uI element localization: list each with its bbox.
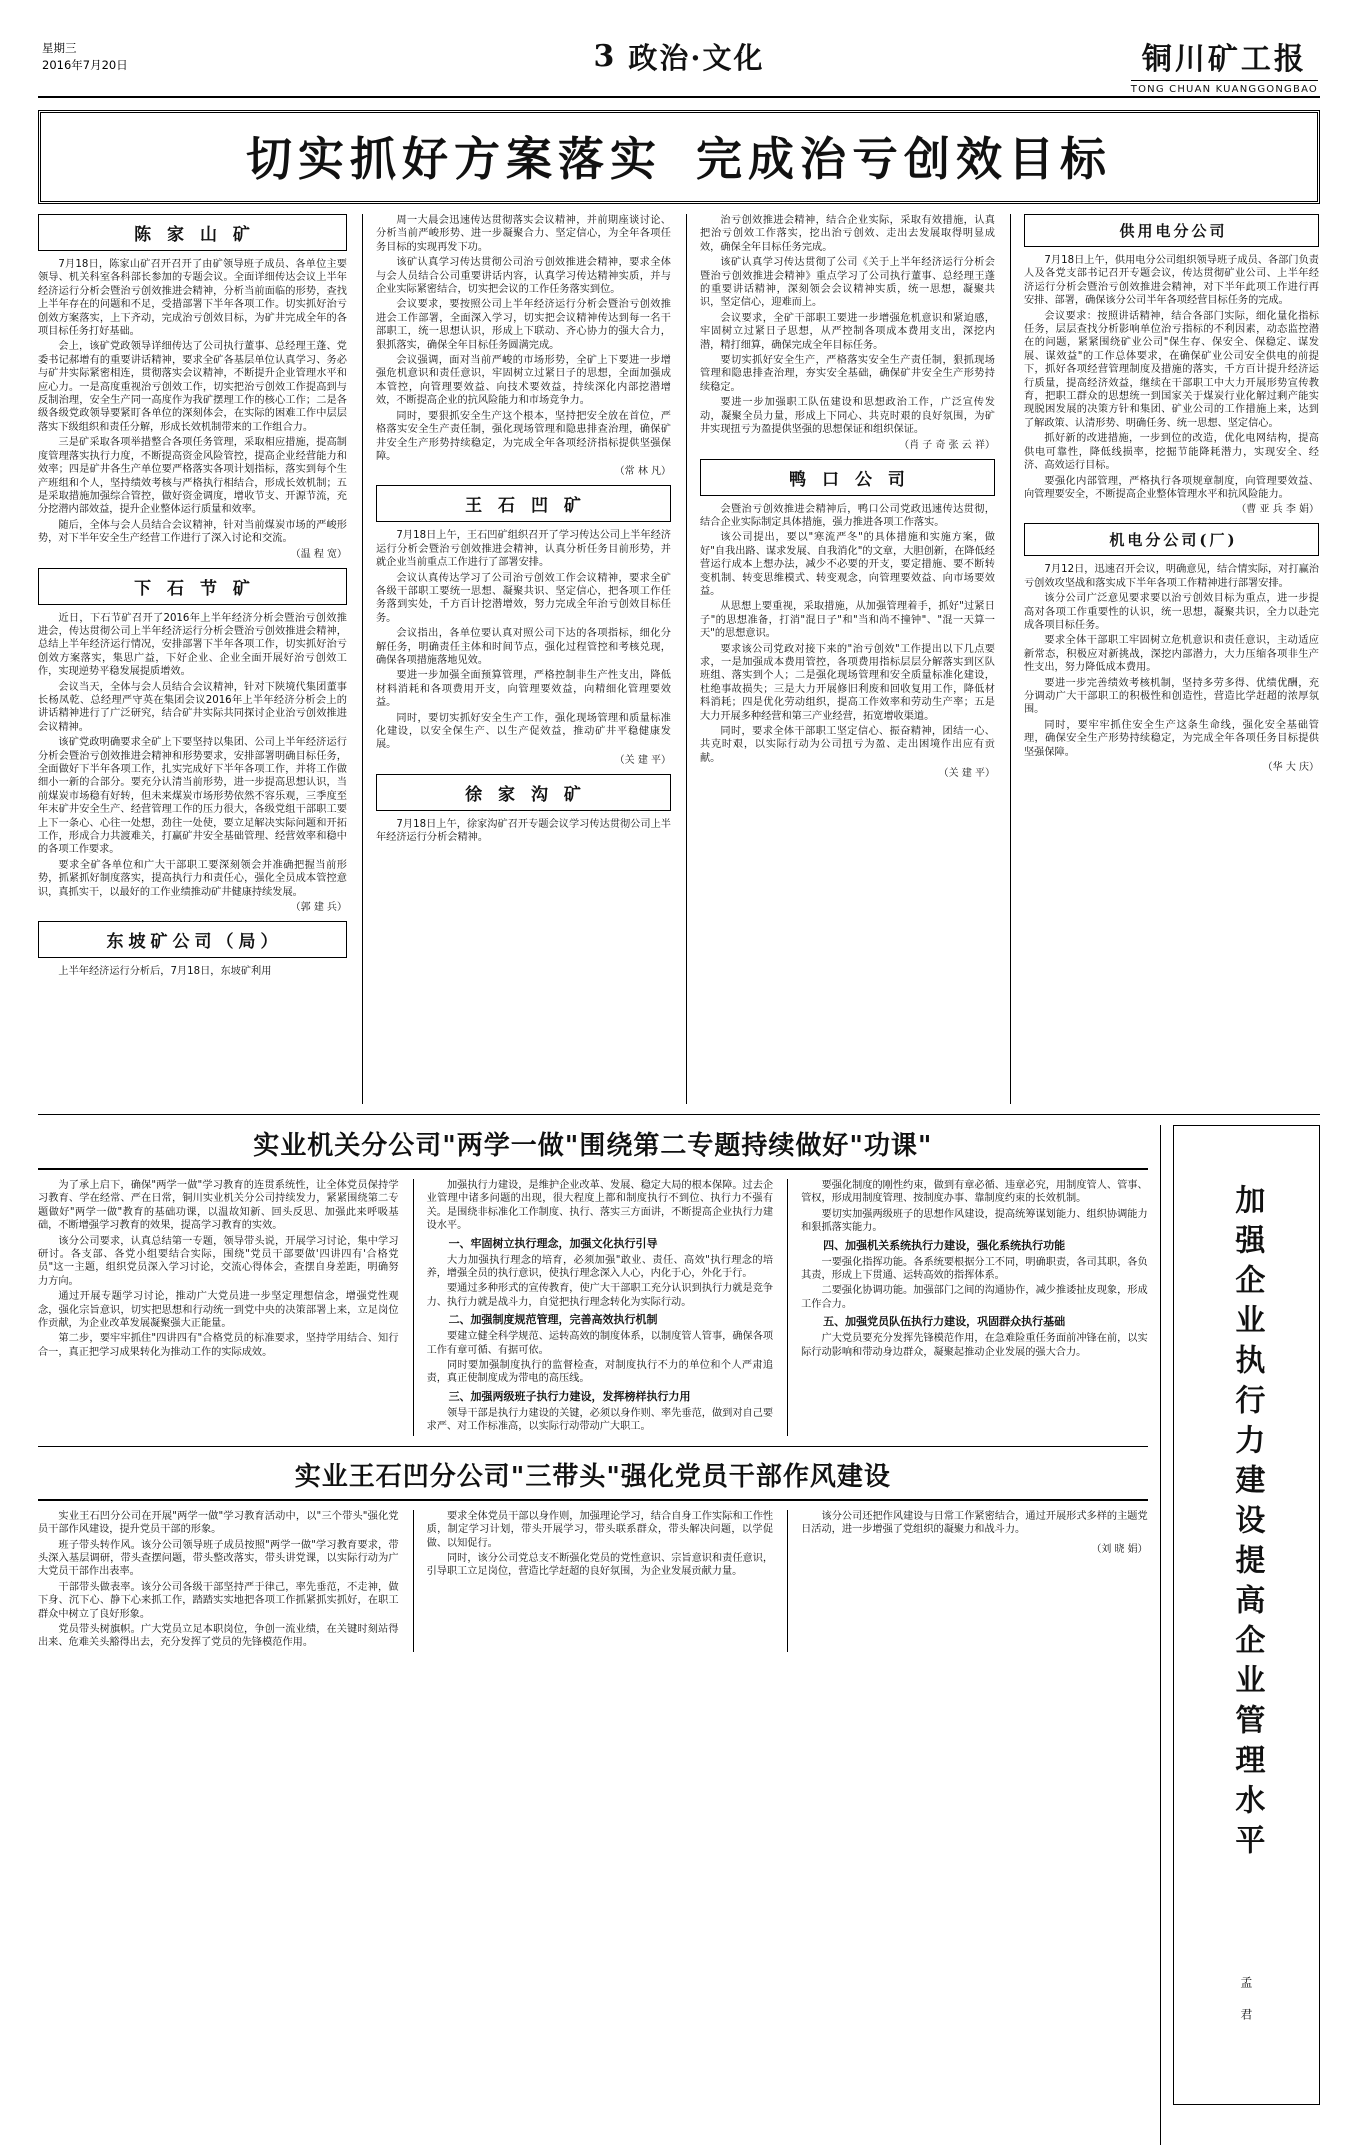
paragraph: 要切实加强两级班子的思想作风建设，提高统筹谋划能力、组织协调能力和狠抓落实能力。: [801, 1208, 1148, 1234]
article-title-chenjiashan: 陈 家 山 矿: [38, 214, 347, 251]
paragraph: 干部带头做表率。该分公司各级干部坚持严于律己，率先垂范，不走神，做下身、沉下心、静下心来抓工作，踏踏实实地把各项工作抓紧抓实抓好，在职工群众中树立了良好形象。: [38, 1581, 399, 1620]
paragraph: 要求全矿各单位和广大干部职工要深刻领会并准确把握当前形势，抓紧抓好制度落实，提高执行力和责任心，强化全员成本管控意识，真抓实干，以最好的工作业绩推动矿井健康持续发展。: [38, 859, 347, 898]
paragraph: 会议当天，全体与会人员结合会议精神，针对下陕境代集团董事长杨凤乾、总经理严守英在集团会议2016年上半年经济分析会上的讲话精神进行了广泛研究，结合矿井实际共同探讨企业治亏创效推进会议精神。: [38, 681, 347, 733]
paragraph: 抓好新的改进措施，一步到位的改造，优化电网结构，提高供电可靠性，降低线损率，挖掘节能降耗潜力，实现安全、经济、高效运行目标。: [1024, 433, 1319, 472]
section-heading: 五、加强党员队伍执行力建设，巩固群众执行基础: [823, 1315, 1066, 1329]
paragraph: 实业王石凹分公司在开展"两学一做"学习教育活动中，以"三个带头"强化党员干部作风建设，提升党员干部的形象。: [38, 1510, 399, 1536]
paragraph: 要进一步加强职工队伍建设和思想政治工作，广泛宣传发动，凝聚全员力量，形成上下同心、共克时艰的良好氛围，为矿井实现扭亏为盈提供坚强的思想保证和组织保证。: [700, 397, 995, 436]
paragraph: 该分公司要求，认真总结第一专题，领导带头说，开展学习讨论，集中学习研讨。各支部、各党小组要结合实际，围绕"党员干部要做'四讲四有'合格党员"这一主题，组织党员深入学习讨论，交流心得体会，查摆自身差距，明确努力方向。: [38, 1235, 399, 1287]
article-byline: （刘 晓 娟）: [1091, 1543, 1148, 1555]
feature-1-columns: [38, 1179, 1148, 1436]
article-byline: （常 林 凡）: [614, 466, 671, 478]
section-heading: 二、加强制度规范管理，完善高效执行机制: [448, 1313, 658, 1327]
article-title-xiashijie: 下 石 节 矿: [38, 568, 347, 605]
feature-2-column-1: [38, 1510, 399, 1652]
paragraph: 通过开展专题学习讨论，推动广大党员进一步坚定理想信念，增强党性观念，强化宗旨意识，切实把思想和行动统一到党中央的决策部署上来，立足岗位作贡献，为企业改革发展凝聚强大正能量。: [38, 1291, 399, 1330]
paragraph: 为了承上启下，确保"两学一做"学习教育的连贯系统性，让全体党员保持学习教育、学在经常、严在日常，铜川实业机关分公司持续发力，紧紧围绕第二专题做好"两学一做"教育的基础功课，以温故知新、回头反思、加强此来呼吸基础，不断增强学习教育的效果，提高学习教育的实效。: [38, 1180, 399, 1232]
paragraph: 随后，全体与会人员结合会议精神，针对当前煤炭市场的严峻形势，对下半年安全生产经营工作进行了深入讨论和交流。: [38, 519, 347, 545]
masthead-nameplate: [1131, 34, 1318, 95]
vertical-headline-author: 孟 君: [1238, 1976, 1253, 2023]
main-headline: [41, 123, 1317, 189]
paragraph: 治亏创效推进会精神，结合企业实际，采取有效措施，认真把治亏创效工作落实，挖出治亏创效、走出去发展取得明显成效，确保全年目标任务完成。: [700, 215, 995, 253]
article-byline: （温 程 宽）: [290, 548, 347, 560]
article-title-dongpo: 东坡矿公司（局）: [38, 921, 347, 958]
paragraph: 上半年经济运行分析后，7月18日，东坡矿利用: [58, 966, 272, 978]
paragraph: 同时，要牢牢抓住安全生产这条生命线，强化安全基础管理，确保安全生产形势持续稳定，为完成全年各项任务目标提供坚强保障。: [1024, 719, 1319, 758]
paragraph: 该分公司广泛意见要求要以治亏创效目标为重点，进一步提高对各项工作重要性的认识，统一思想，凝聚共识，全力以赴完成各项目标任务。: [1024, 593, 1319, 631]
paragraph: 大力加强执行理念的培育，必须加强"敢业、责任、高效"执行理念的培养，增强全员的执行意识，使执行理念深入人心，内化于心，外化于行。: [426, 1254, 774, 1280]
paragraph: 会议指出，各单位要认真对照公司下达的各项指标，细化分解任务，明确责任主体和时间节点，强化过程管控和考核兑现，确保各项措施落地见效。: [376, 628, 671, 666]
paragraph: 同时要加强制度执行的监督检查，对制度执行不力的单位和个人严肃追责，真正使制度成为带电的高压线。: [426, 1360, 774, 1385]
paragraph: 该矿认真学习传达贯彻公司治亏创效推进会精神，要求全体与会人员结合公司重要讲话内容，认真学习传达精神实质，并与企业实际紧密结合，切实把会议的工作任务落实到位。: [376, 257, 671, 296]
paragraph: 会上，该矿党政领导详细传达了公司执行董事、总经理王蓬、党委书记郝增有的重要讲话精神，要求全矿各基层单位认真学习、务必与矿井实际紧密相连，贯彻落实会议精神，不断提升企业管理水平和应心力。一是高度重视治亏创效工作，切实把治亏创效工作提高到与反制治理，安全生产同一高度作为我矿摆理工作的核心工作；二是各级各级党政领导要紧盯各单位的深刻体会，在实际的困难工作中层层落实下级组织和责任分解，形成长效机制带来的工作组合力。: [38, 341, 347, 433]
headline-part-1: 切实抓好方案落实: [246, 132, 662, 186]
feature-2-title: 实业王石凹分公司"三带头"强化党员干部作风建设: [38, 1456, 1148, 1501]
paragraph: 从思想上要重视，采取措施，从加强管理着手，抓好"过紧日子"的思想准备，打消"混日子"和"当和尚不撞钟"、"混一天算一天"的思想意识。: [700, 601, 995, 640]
article-byline: （关 建 平）: [614, 754, 671, 766]
feature-article-2: [38, 1456, 1148, 1652]
paragraph: 近日，下石节矿召开了2016年上半年经济分析会暨治亏创效推进会，传达贯彻公司上半年经济运行分析会暨治亏创效推进会精神，总结上半年经济运行情况，安排部署下半年各项工作，切实抓好治亏创效方案落实，集思广益，下好企业、企业全面开展好治亏创效工作，实现逆势平稳发展提质增效。: [38, 612, 347, 678]
article-title-wangshiwa: 王 石 凹 矿: [376, 485, 671, 522]
paragraph: 加强执行力建设，是维护企业改革、发展、稳定大局的根本保障。过去企业管理中诸多问题的出现，很大程度上都和制度执行不到位、执行力不强有关。是围绕非标准化工作制度、执行、落实三方面讲，不断提高企业执行力建设水平。: [426, 1180, 774, 1232]
article-title-gongyongdian: 供用电分公司: [1024, 214, 1319, 247]
feature-articles: [38, 1125, 1148, 2145]
paper-name: 铜川矿工报: [1131, 34, 1318, 81]
headline-part-2: 完成治亏创效目标: [696, 132, 1112, 186]
paragraph: 7月18日上午，王石凹矿组织召开了学习传达公司上半年经济运行分析会暨治亏创效推进会精神，认真分析任务目前形势，并就企业当前重点工作进行了部署安排。: [376, 530, 671, 569]
masthead-date: [42, 40, 128, 74]
paragraph: 要建立健全科学规范、运转高效的制度体系，以制度管人管事，确保各项工作有章可循、有据可依。: [426, 1331, 774, 1356]
feature-2-column-3: [787, 1510, 1148, 1652]
lower-feature-section: [38, 1114, 1320, 2145]
section-heading: 三、加强两级班子执行力建设，发挥榜样执行力用: [448, 1389, 691, 1403]
paragraph: 同时，要求全体干部职工坚定信心、振奋精神，团结一心、共克时艰，以实际行动为公司扭亏为盈、走出困境作出应有贡献。: [700, 726, 995, 764]
paragraph: 同时，该分公司党总支不断强化党员的党性意识、宗旨意识和责任意识，引导职工立足岗位，营造比学赶超的良好氛围，为企业发展贡献力量。: [426, 1552, 774, 1578]
article-byline: （肖 子 奇 张 云 祥）: [899, 439, 995, 451]
paragraph: 该矿党政明确要求全矿上下要坚持以集团、公司上半年经济运行分析会暨治亏创效推进会精神和形势要求，安排部署明确目标任务，全面做好下半年各项工作，扎实完成好下半年各项工作，并将工作做细小一新的合部分。要充分认清当前形势，进一步提高思想认识，当前煤炭市场稳有好转，但未来煤炭市场形势依然不容乐观，三季度至年末矿井安全生产、经营管理工作的压力很大，各级党组干部职工要上下一条心、心往一处想，劲往一处使，要立足解决实际问题和开拓工作，形成合力共渡难关，打赢矿井安全基础管理、经营效率和稳中的各项工作要求。: [38, 737, 347, 856]
vertical-headline: 加强企业执行力建设提高企业管理水平: [1229, 1184, 1265, 1864]
paragraph: 该矿认真学习传达贯彻了公司《关于上半年经济运行分析会暨治亏创效推进会精神》重点学习了公司执行董事、总经理王蓬的重要讲话精神，深刻领会会议精神实质，统一思想，凝聚共识，坚定信心，迎难而上。: [700, 257, 995, 309]
paragraph: 三是矿采取各项举措整合各项任务管理，采取相应措施，提高制度管理落实执行力度，不断提高资金风险管控，提高企业经营能力和效率；四是矿井各生产单位要严格落实各项计划指标，落实到每个生产班组和个人，坚持绩效考核与严格执行相结合，形成长效机制；五是采取措施加强综合管控，做好资金调度，增收节支、开源节流，充分挖潜内部效益，提升企业整体运行质量和效率。: [38, 437, 347, 516]
paragraph: 7月18日上午，徐家沟矿召开专题会议学习传达贯彻公司上半年经济运行分析会精神。: [376, 818, 671, 844]
feature-divider: [38, 1446, 1148, 1447]
paragraph: 该公司提出，要以"寒流严冬"的具体措施和实施方案，做好"自我出路、谋求发展、自我消化"的文章，大胆创新，在降低经营运行成本上想办法，减少不必要的开支，要定措施、要不断转变机制、转变思维模式、转变观念，向管理要效益、向市场要效益。: [700, 532, 995, 597]
paragraph: 会议要求：按照讲话精神，结合各部门实际，细化量化指标任务，层层查找分析影响单位治亏指标的不利因素，动态监控潜在的问题，紧紧围绕矿业公司"保生存、保安全、保稳定、谋发展、谋效益"的工作总体要求，在确保矿业公司安全供电的前提下，抓好各项经营管理制度及措施的落实，千方百计提升经济运行质量，提高经济效益，继续在干部职工中大力开展形势宣传教育，把职工群众的思想统一到国家关于煤炭行业化解过剩产能实现脱困发展的决策方针和集团、矿业公司的工作措施上来，达到了解政策、认清形势、明确任务、统一思想、坚定信心。: [1024, 310, 1319, 429]
feature-1-column-1: [38, 1179, 399, 1436]
vertical-title-box: [1173, 1125, 1320, 2105]
news-column-3: [686, 214, 996, 1104]
paragraph: 要强化制度的刚性约束，做到有章必循、违章必究，用制度管人、管事、管权，形成用制度管理、按制度办事、靠制度约束的长效机制。: [801, 1180, 1148, 1205]
paragraph: 7月12日，迅速召开会议，明确意见，结合情实际，对打赢治亏创效攻坚战和落实成下半年各项工作精神进行部署安排。: [1024, 564, 1319, 589]
masthead-weekday: 星期三: [42, 41, 77, 55]
paragraph: 要切实抓好安全生产，严格落实安全生产责任制，狠抓现场管理和隐患排查治理，夯实安全基础，确保矿井安全生产形势持续稳定。: [700, 355, 995, 393]
feature-2-columns: [38, 1510, 1148, 1652]
paragraph: 会议强调，面对当前严峻的市场形势，全矿上下要进一步增强危机意识和责任意识，牢固树立过紧日子的思想，全面加强成本管控，向管理要效益、向技术要效益，持续深化内部挖潜增效，不断提高企业的抗风险能力和市场竞争力。: [376, 355, 671, 407]
paragraph: 要求全体党员干部以身作则，加强理论学习，结合自身工作实际和工作性质，制定学习计划，带头开展学习，带头联系群众，带头解决问题，以学促做、以知促行。: [426, 1510, 774, 1549]
paragraph: 一要强化指挥功能。各系统要根据分工不同，明确职责，各司其职，各负其责，形成上下贯通、运转高效的指挥体系。: [801, 1256, 1148, 1282]
article-byline: （华 大 庆）: [1262, 762, 1319, 773]
masthead-center: [594, 36, 765, 77]
news-column-1: [38, 214, 348, 1104]
paragraph: 二要强化协调功能。加强部门之间的沟通协作，减少推诿扯皮现象，形成工作合力。: [801, 1285, 1148, 1310]
section-title: 政治·文化: [628, 41, 765, 75]
feature-1-column-3: [787, 1179, 1148, 1436]
paragraph: 同时，要狠抓安全生产这个根本，坚持把安全放在首位，严格落实安全生产责任制，强化现场管理和隐患排查治理，确保矿井安全生产形势持续稳定，为完成全年各项经济指标提供坚强保障。: [376, 410, 671, 462]
paragraph: 要求全体干部职工牢固树立危机意识和责任意识，主动适应新常态，积极应对新挑战，深挖内部潜力，大力压缩各项非生产性支出，努力降低成本费用。: [1024, 635, 1319, 674]
news-column-4: [1010, 214, 1320, 1104]
paragraph: 要强化内部管理，严格执行各项规章制度，向管理要效益、向管理要安全，不断提高企业整体管理水平和抗风险能力。: [1024, 475, 1319, 500]
paragraph: 周一大晨会迅速传达贯彻落实会议精神，并前期座谈讨论、分析当前严峻形势、进一步凝聚合力、坚定信心，为全年各项任务目标的实现再发下功。: [376, 215, 671, 253]
paragraph: 要进一步加强全面预算管理，严格控制非生产性支出，降低材料消耗和各项费用开支，向管理要效益，向精细化管理要效益。: [376, 670, 671, 709]
feature-1-title: 实业机关分公司"两学一做"围绕第二专题持续做好"功课": [38, 1125, 1148, 1170]
main-headline-box: [38, 110, 1320, 204]
article-byline: （郭 建 兵）: [290, 902, 347, 914]
paragraph: 领导干部是执行力建设的关键，必须以身作则、率先垂范，做到对自己要求严、对工作标准高，以实际行动带动广大职工。: [426, 1407, 774, 1433]
article-byline: （关 建 平）: [938, 768, 995, 780]
article-title-yakou: 鸭 口 公 司: [700, 459, 995, 496]
page-number: 3: [593, 38, 615, 74]
feature-1-column-2: [413, 1179, 774, 1436]
paragraph: 该分公司还把作风建设与日常工作紧密结合，通过开展形式多样的主题党日活动，进一步增强了党组织的凝聚力和战斗力。: [801, 1510, 1148, 1536]
paragraph: 要求该公司党政对接下来的"治亏创效"工作提出以下几点要求，一是加强成本费用管控，各项费用指标层层分解落实到区队班组、落实到个人；二是强化现场管理和安全质量标准化建设，杜绝事故损失；三是大力开展修旧利废和回收复用工作，降低材料消耗；四是优化劳动组织，提高工作效率和劳动生产率；五是大力开展多种经营和第三产业经营，拓宽增收渠道。: [700, 643, 995, 722]
article-title-jidian: 机电分公司(厂): [1024, 523, 1319, 556]
vertical-title-panel: [1160, 1125, 1320, 2145]
paragraph: 会议要求，要按照公司上半年经济运行分析会暨治亏创效推进会工作部署，全面深入学习，切实把会议精神传达到每一名干部职工，统一思想认识，形成上下联动、齐心协力的强大合力，狠抓落实，确保全年目标任务圆满完成。: [376, 299, 671, 351]
paragraph: 要进一步完善绩效考核机制，坚持多劳多得、优绩优酬，充分调动广大干部职工的积极性和创造性，营造比学赶超的浓厚氛围。: [1024, 677, 1319, 716]
article-title-xujiagou: 徐 家 沟 矿: [376, 774, 671, 811]
news-columns: [38, 214, 1320, 1104]
paragraph: 班子带头转作风。该分公司领导班子成员按照"两学一做"学习教育要求，带头深入基层调研，带头查摆问题，带头整改落实，带头讲党课，以实际行动为广大党员干部作出表率。: [38, 1539, 399, 1578]
paper-pinyin: TONG CHUAN KUANGGONGBAO: [1130, 84, 1318, 95]
paragraph: 会暨治亏创效推进会精神后，鸭口公司党政迅速传达贯彻，结合企业实际制定具体措施，强力推进各项工作落实。: [700, 503, 995, 528]
feature-article-1: [38, 1125, 1148, 1436]
paragraph: 广大党员要充分发挥先锋模范作用，在急难险重任务面前冲锋在前，以实际行动影响和带动身边群众，凝聚起推动企业发展的强大合力。: [801, 1333, 1148, 1358]
feature-2-column-2: [413, 1510, 774, 1652]
paragraph: 同时，要切实抓好安全生产工作，强化现场管理和质量标准化建设，以安全保生产、以生产促效益，推动矿井平稳健康发展。: [376, 712, 671, 751]
news-column-2: [362, 214, 672, 1104]
paragraph: 要通过多种形式的宣传教育，使广大干部职工充分认识到执行力就是竞争力、执行力就是战斗力，自觉把执行理念转化为实际行动。: [426, 1283, 774, 1308]
paragraph: 7月18日上午，供用电分公司组织领导班子成员、各部门负责人及各党支部书记召开专题会议，传达贯彻矿业公司、上半年经济运行分析会暨治亏创效推进会精神，对下半年此项工作进行再安排、部署，确保该分公司半年各项经营目标任务的完成。: [1024, 255, 1319, 307]
section-heading: 四、加强机关系统执行力建设，强化系统执行功能: [823, 1238, 1066, 1252]
paragraph: 会议认真传达学习了公司治亏创效工作会议精神，要求全矿各级干部职工要统一思想、凝聚共识、坚定信心，把各项工作任务落到实处，千方百计挖潜增效，努力完成全年治亏创效目标任务。: [376, 572, 671, 624]
paragraph: 7月18日，陈家山矿召开召开了由矿领导班子成员、各单位主要领导、机关科室各科部长参加的专题会议。全面详细传达会议上半年经济运行分析会暨治亏创效推进会精神，分析当前面临的形势，查找上半年存在的问题和不足，受措部署下半年各项工作。切实抓好治亏创效方案落实，上下齐动，完成治亏创效目标，为矿井完成全年的各项目标任务打好基础。: [38, 259, 347, 338]
paragraph: 会议要求，全矿干部职工要进一步增强危机意识和紧迫感，牢固树立过紧日子思想，从严控制各项成本费用支出，深挖内潜，精打细算，确保完成全年目标任务。: [700, 312, 995, 351]
section-heading: 一、牢固树立执行理念，加强文化执行引导: [448, 1236, 658, 1250]
masthead-date-value: 2016年7月20日: [42, 58, 128, 72]
article-byline: （曹 亚 兵 李 娟）: [1236, 504, 1319, 516]
paragraph: 党员带头树旗帜。广大党员立足本职岗位，争创一流业绩，在关键时刻站得出来、危难关头豁得出去，充分发挥了党员的先锋模范作用。: [38, 1623, 399, 1649]
masthead: [38, 34, 1320, 98]
paragraph: 第二步，要牢牢抓住"四讲四有"合格党员的标准要求，坚持学用结合、知行合一，真正把学习成果转化为推动工作的实际成效。: [38, 1333, 399, 1358]
